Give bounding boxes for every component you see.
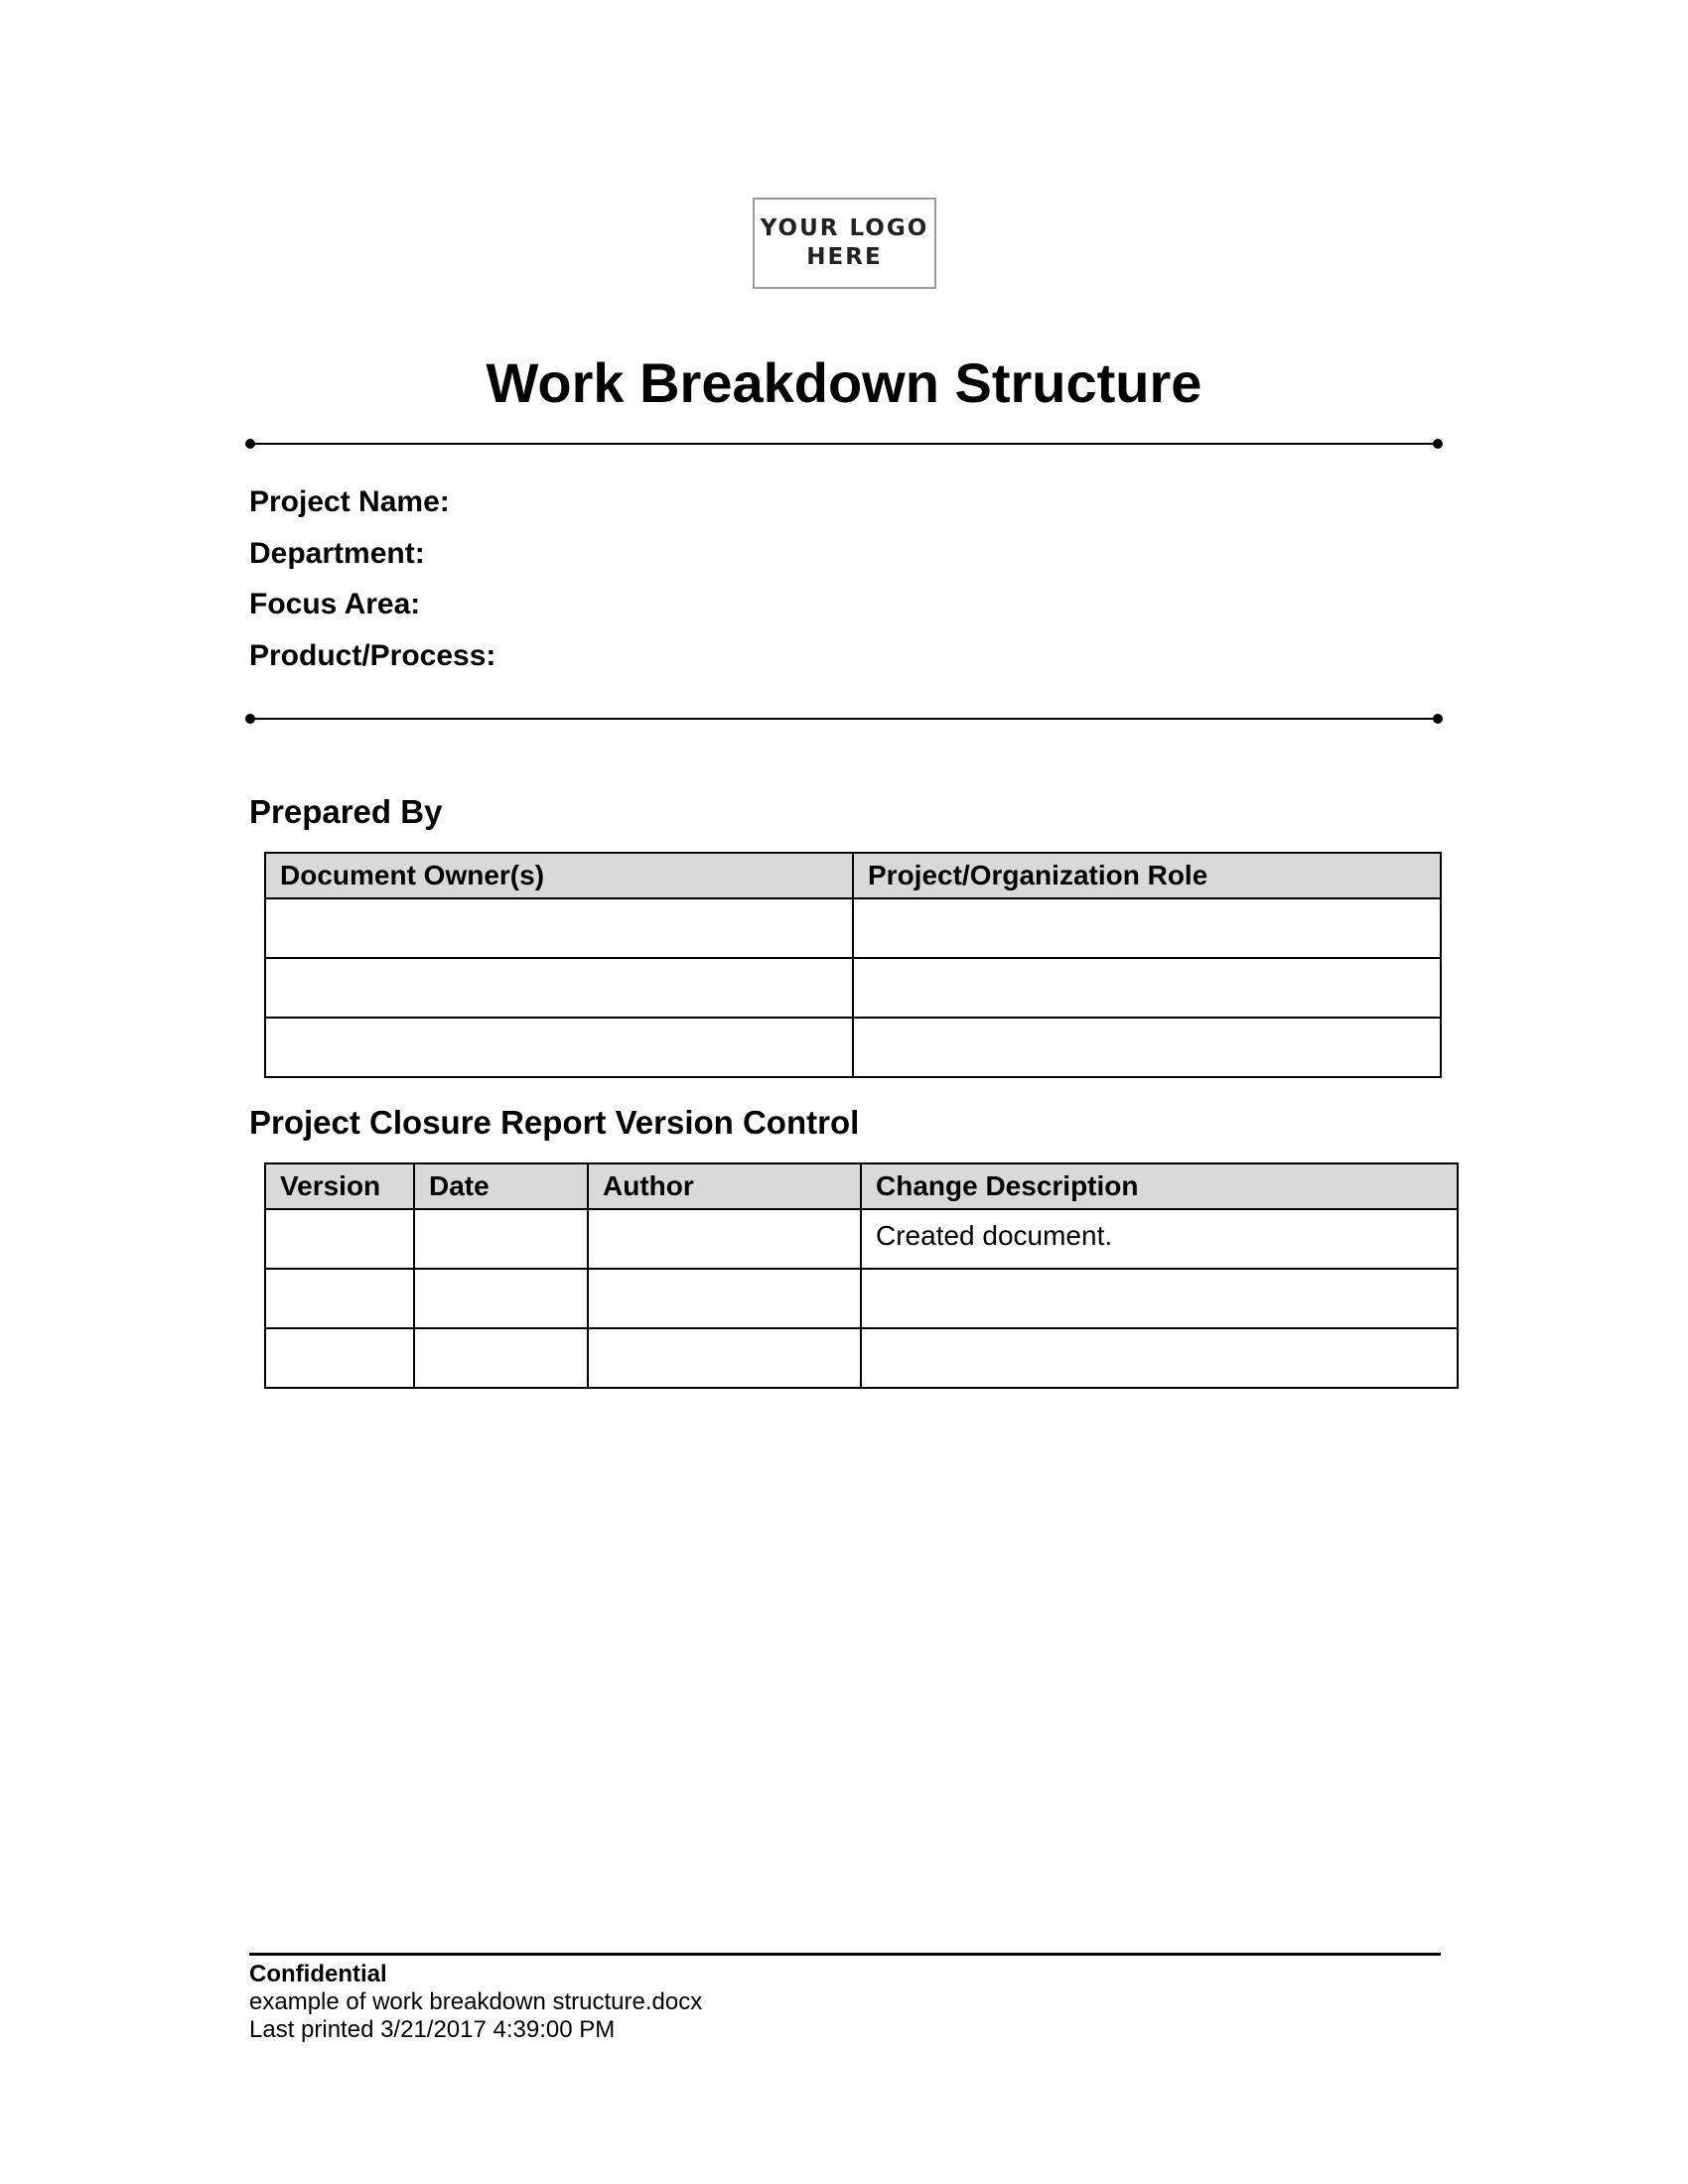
table-row bbox=[265, 898, 1441, 958]
owner-cell[interactable] bbox=[265, 898, 853, 958]
author-cell[interactable] bbox=[588, 1209, 861, 1269]
table-header-row bbox=[265, 853, 1441, 898]
table-row bbox=[265, 1018, 1441, 1077]
author-cell[interactable] bbox=[588, 1328, 861, 1388]
project-name-label: Project Name: bbox=[249, 485, 450, 518]
column-header-version: Version bbox=[265, 1163, 414, 1209]
owner-cell[interactable] bbox=[265, 1018, 853, 1077]
footer-last-printed: Last printed 3/21/2017 4:39:00 PM bbox=[249, 2016, 616, 2043]
footer-filename: example of work breakdown structure.docx bbox=[249, 1988, 703, 2015]
version-control-heading: Project Closure Report Version Control bbox=[249, 1104, 860, 1141]
table-row bbox=[265, 1269, 1458, 1328]
table-header-row bbox=[265, 1163, 1458, 1209]
prepared-by-table bbox=[264, 852, 1442, 1078]
column-header-author: Author bbox=[588, 1163, 861, 1209]
product-process-label: Product/Process: bbox=[249, 639, 496, 672]
bottom-divider bbox=[250, 718, 1438, 720]
prepared-by-heading: Prepared By bbox=[249, 793, 443, 830]
column-header-change-description: Change Description bbox=[861, 1163, 1458, 1209]
column-header-date: Date bbox=[414, 1163, 588, 1209]
table-row bbox=[265, 1209, 1458, 1269]
focus-area-label: Focus Area: bbox=[249, 588, 421, 620]
role-cell[interactable] bbox=[853, 1018, 1441, 1077]
document-title: Work Breakdown Structure bbox=[486, 351, 1202, 414]
logo-text-line1: YOUR LOGO bbox=[760, 215, 929, 241]
column-header-document-owner: Document Owner(s) bbox=[265, 853, 853, 898]
logo-placeholder bbox=[753, 198, 936, 289]
version-cell[interactable] bbox=[265, 1209, 414, 1269]
change-description-cell[interactable]: Created document. bbox=[861, 1209, 1458, 1269]
date-cell[interactable] bbox=[414, 1269, 588, 1328]
version-control-table bbox=[264, 1162, 1459, 1389]
date-cell[interactable] bbox=[414, 1209, 588, 1269]
owner-cell[interactable] bbox=[265, 958, 853, 1018]
author-cell[interactable] bbox=[588, 1269, 861, 1328]
logo-text-line2: HERE bbox=[806, 244, 883, 270]
footer-confidential: Confidential bbox=[249, 1961, 387, 1987]
role-cell[interactable] bbox=[853, 958, 1441, 1018]
top-divider bbox=[250, 443, 1438, 445]
table-row bbox=[265, 958, 1441, 1018]
column-header-role: Project/Organization Role bbox=[853, 853, 1441, 898]
version-cell[interactable] bbox=[265, 1269, 414, 1328]
change-description-cell[interactable] bbox=[861, 1328, 1458, 1388]
version-cell[interactable] bbox=[265, 1328, 414, 1388]
department-label: Department: bbox=[249, 537, 425, 570]
table-row bbox=[265, 1328, 1458, 1388]
footer-divider bbox=[249, 1953, 1441, 1956]
role-cell[interactable] bbox=[853, 898, 1441, 958]
date-cell[interactable] bbox=[414, 1328, 588, 1388]
change-description-cell[interactable] bbox=[861, 1269, 1458, 1328]
